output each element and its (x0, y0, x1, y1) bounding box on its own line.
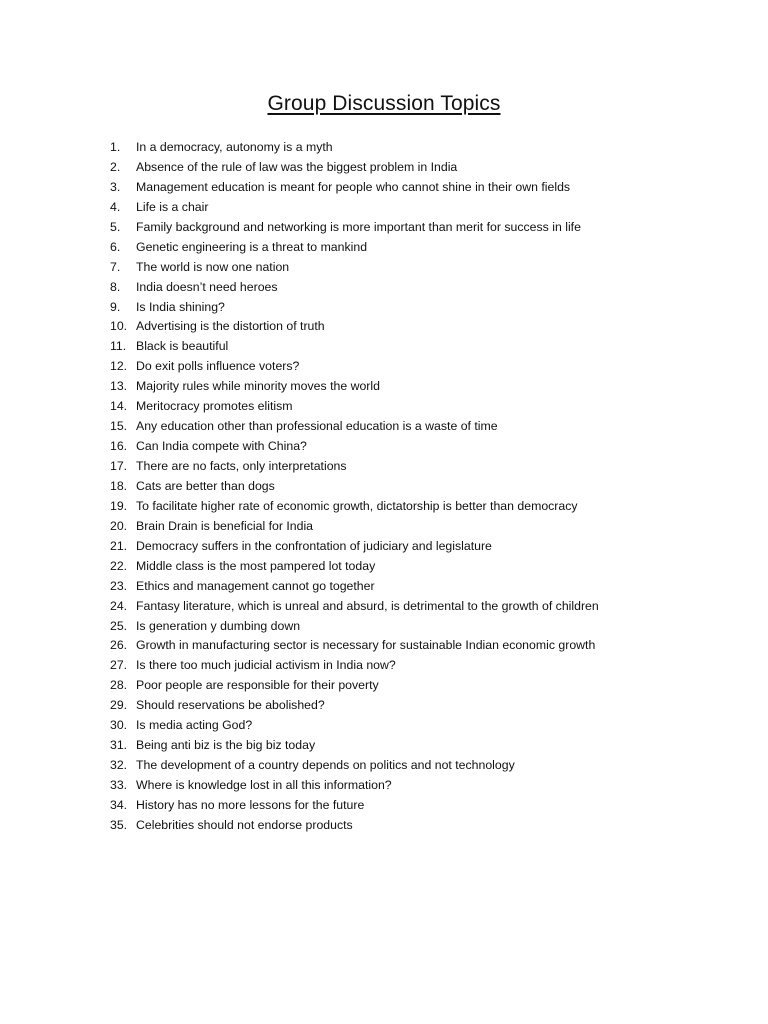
topic-item (110, 278, 750, 298)
topic-number: 27. (110, 658, 128, 673)
topic-number: 4. (110, 199, 121, 214)
topic-text: Fantasy literature, which is unreal and absurd, is detrimental to the growth of children (136, 598, 599, 613)
topic-item (110, 198, 750, 218)
topic-item (110, 696, 750, 716)
topic-item (110, 138, 750, 158)
topic-number: 12. (110, 359, 128, 374)
topic-number: 24. (110, 598, 128, 613)
topic-number: 34. (110, 797, 128, 812)
topic-text: Middle class is the most pampered lot today (136, 558, 376, 573)
topic-text: Celebrities should not endorse products (136, 817, 353, 832)
topic-number: 14. (110, 399, 128, 414)
topic-text: Is generation y dumbing down (136, 618, 301, 633)
topic-item (110, 258, 750, 278)
topic-text: Meritocracy promotes elitism (136, 399, 293, 414)
topic-number: 23. (110, 578, 128, 593)
topic-text: Genetic engineering is a threat to mankind (136, 239, 368, 254)
topic-item (110, 796, 750, 816)
topic-item (110, 756, 750, 776)
topic-text: Any education other than professional education is a waste of time (136, 419, 498, 434)
topic-item (110, 218, 750, 238)
topic-number: 26. (110, 638, 128, 653)
topic-text: Ethics and management cannot go together (136, 578, 375, 593)
topic-number: 3. (110, 179, 121, 194)
topic-text: Is India shining? (136, 299, 225, 314)
topic-item (110, 537, 750, 557)
topic-number: 20. (110, 518, 128, 533)
topic-item (110, 397, 750, 417)
topic-text: Majority rules while minority moves the world (136, 379, 380, 394)
topic-item (110, 457, 750, 477)
topic-number: 17. (110, 459, 128, 473)
topic-number: 30. (110, 718, 128, 733)
topic-number: 32. (110, 758, 128, 773)
topic-item (110, 158, 750, 178)
topic-item (110, 377, 750, 397)
topic-text: Democracy suffers in the confrontation of judiciary and legislature (136, 538, 492, 553)
topic-text: History has no more lessons for the future (136, 797, 365, 812)
topic-item (110, 477, 750, 497)
topic-number: 6. (110, 239, 121, 254)
topic-item (110, 497, 750, 517)
topic-item (110, 716, 750, 736)
topic-text: Family background and networking is more important than merit for success in life (136, 219, 581, 234)
topic-item (110, 357, 750, 377)
topic-item (110, 676, 750, 696)
topic-item (110, 656, 750, 676)
topic-number: 13. (110, 379, 128, 394)
topic-number: 7. (110, 259, 121, 274)
topic-number: 31. (110, 738, 128, 753)
topic-text: Advertising is the distortion of truth (136, 319, 325, 334)
topic-text: Is there too much judicial activism in India now? (136, 658, 396, 673)
topic-item (110, 417, 750, 437)
topic-item (110, 317, 750, 337)
topic-item (110, 597, 750, 617)
topic-number: 16. (110, 439, 128, 454)
topic-text: The development of a country depends on politics and not technology (136, 758, 515, 773)
topic-text: Growth in manufacturing sector is necessary for sustainable Indian economic growth (136, 638, 596, 653)
topic-list (110, 138, 750, 836)
topic-item (110, 636, 750, 656)
topic-item (110, 736, 750, 756)
topic-item (110, 557, 750, 577)
topic-number: 10. (110, 319, 128, 334)
topic-text: In a democracy, autonomy is a myth (136, 140, 333, 154)
topic-text: Absence of the rule of law was the biggest problem in India (136, 159, 458, 174)
topic-item (110, 178, 750, 198)
page-title: Group Discussion Topics (267, 92, 501, 115)
topic-item (110, 298, 750, 318)
topic-number: 2. (110, 159, 121, 174)
topic-text: India doesn’t need heroes (136, 279, 278, 294)
topic-number: 33. (110, 778, 128, 792)
topic-number: 8. (110, 279, 121, 294)
topic-number: 35. (110, 817, 128, 832)
topic-item (110, 577, 750, 597)
topic-text: Brain Drain is beneficial for India (136, 518, 314, 533)
topic-number: 5. (110, 219, 121, 234)
topic-item (110, 816, 750, 836)
topic-text: Management education is meant for people who cannot shine in their own fields (136, 179, 571, 194)
topic-text: The world is now one nation (136, 259, 290, 274)
topic-number: 21. (110, 538, 128, 553)
topic-item (110, 776, 750, 796)
topic-item (110, 517, 750, 537)
topic-text: Poor people are responsible for their poverty (136, 678, 379, 693)
topic-number: 11. (110, 339, 127, 354)
topic-text: There are no facts, only interpretations (136, 459, 347, 473)
topic-text: Do exit polls influence voters? (136, 359, 300, 374)
topic-number: 1. (110, 140, 121, 154)
topic-number: 29. (110, 698, 128, 713)
topic-number: 18. (110, 478, 128, 493)
topic-text: Can India compete with China? (136, 439, 307, 454)
topic-text: Where is knowledge lost in all this information? (136, 778, 392, 792)
topic-item (110, 617, 750, 637)
topic-text: Cats are better than dogs (136, 478, 275, 493)
topic-number: 15. (110, 419, 128, 434)
topic-text: Black is beautiful (136, 339, 229, 354)
topic-number: 9. (110, 299, 121, 314)
topic-item (110, 437, 750, 457)
topic-number: 28. (110, 678, 128, 693)
topic-item (110, 238, 750, 258)
topic-text: To facilitate higher rate of economic growth, dictatorship is better than democracy (136, 498, 578, 513)
topic-text: Being anti biz is the big biz today (136, 738, 316, 753)
topic-text: Life is a chair (136, 199, 209, 214)
topic-number: 19. (110, 498, 128, 513)
topic-text: Is media acting God? (136, 718, 253, 733)
topic-number: 25. (110, 618, 128, 633)
topic-item (110, 337, 750, 357)
topic-number: 22. (110, 558, 128, 573)
topic-text: Should reservations be abolished? (136, 698, 325, 713)
